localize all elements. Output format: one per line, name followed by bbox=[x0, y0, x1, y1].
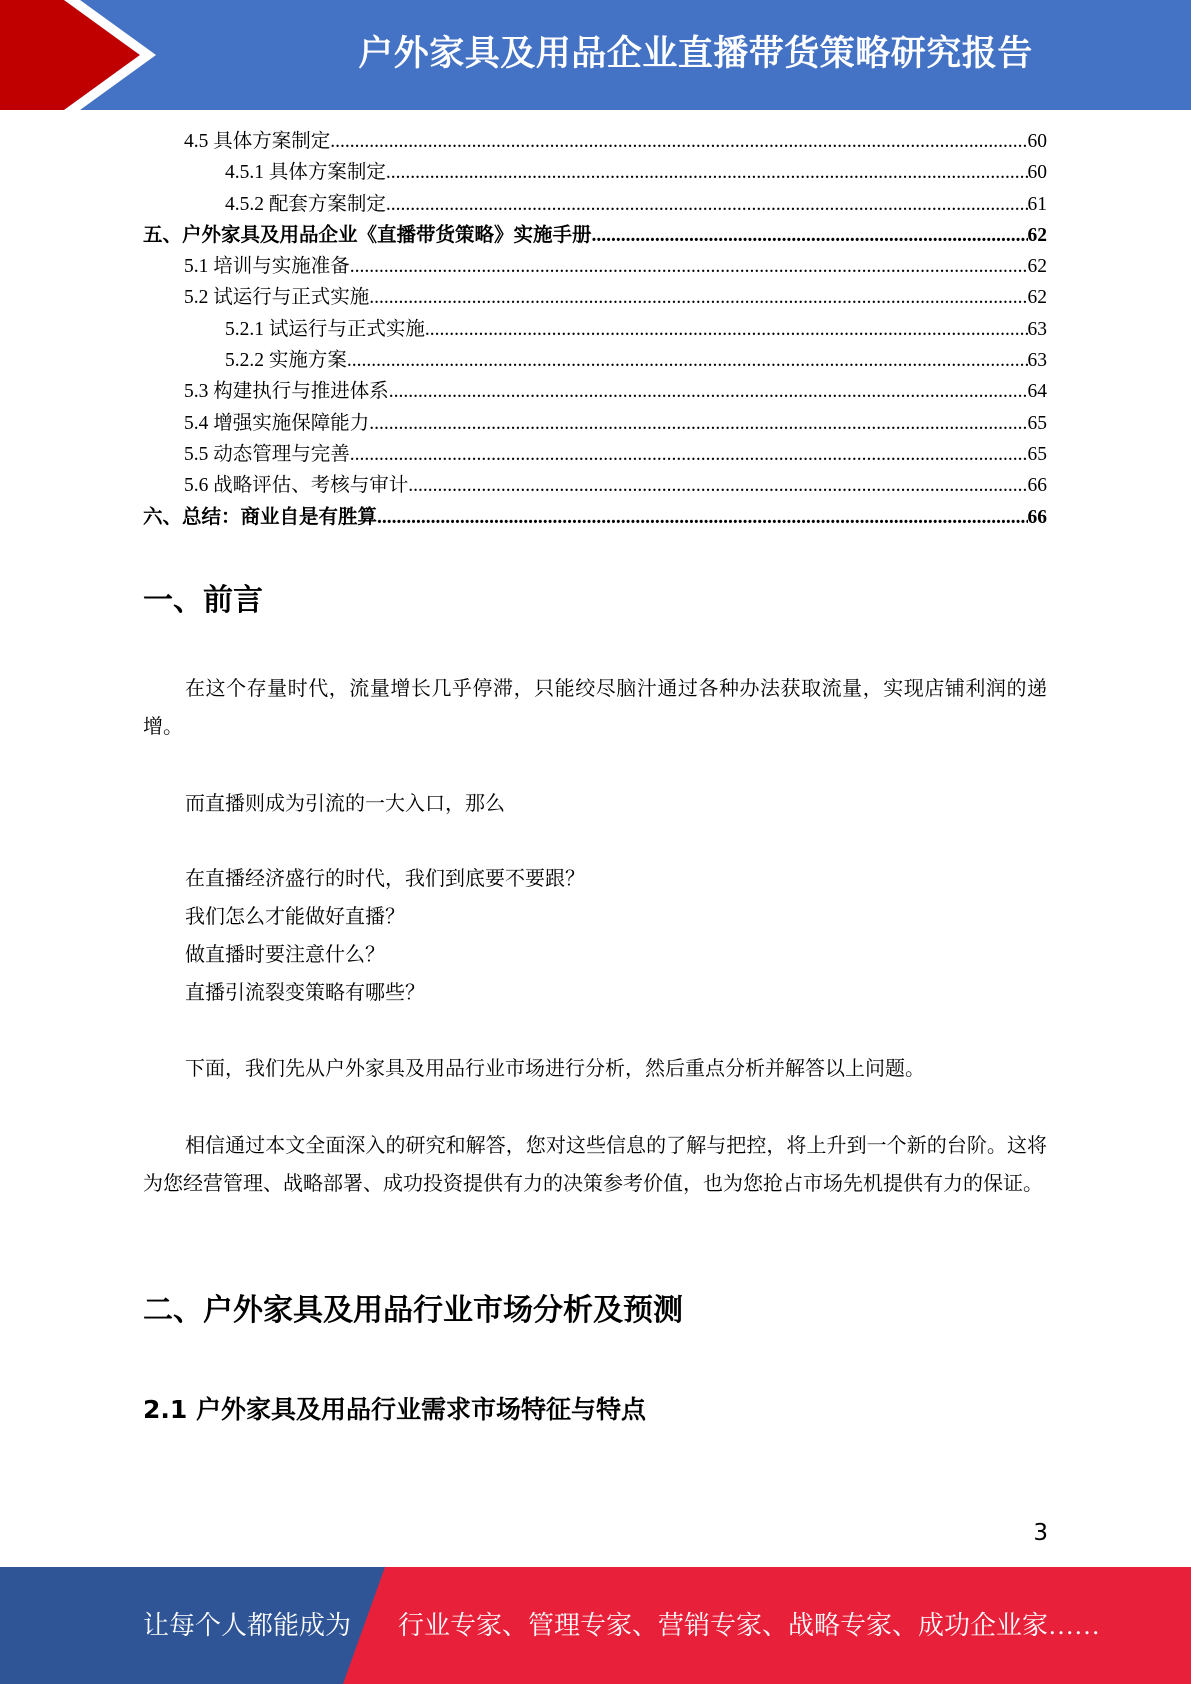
toc-entry-page: 60 bbox=[1027, 162, 1047, 184]
question-line: 我们怎么才能做好直播？ bbox=[185, 906, 405, 928]
toc-entry-page: 66 bbox=[1027, 475, 1047, 497]
table-of-contents bbox=[143, 126, 1047, 533]
toc-entry-page: 62 bbox=[1027, 287, 1047, 309]
toc-leader-dots bbox=[330, 126, 1027, 157]
toc-entry-page: 65 bbox=[1027, 443, 1047, 465]
toc-entry[interactable] bbox=[143, 345, 1047, 376]
toc-entry[interactable] bbox=[143, 220, 1047, 251]
paragraph: 下面，我们先从户外家具及用品行业市场进行分析，然后重点分析并解答以上问题。 bbox=[185, 1058, 925, 1080]
paragraph: 在这个存量时代，流量增长几乎停滞，只能绞尽脑汁通过各种办法获取流量，实现店铺利润的递增。 bbox=[143, 678, 1047, 738]
toc-entry-page: 61 bbox=[1027, 193, 1047, 215]
toc-entry[interactable] bbox=[143, 439, 1047, 470]
toc-entry-label: 4.5.1 具体方案制定 bbox=[225, 162, 386, 184]
toc-entry[interactable] bbox=[143, 157, 1047, 188]
toc-leader-dots bbox=[425, 314, 1028, 345]
toc-entry-label: 5.2.1 试运行与正式实施 bbox=[225, 318, 425, 340]
toc-entry[interactable] bbox=[143, 470, 1047, 501]
toc-entry-label: 4.5 具体方案制定 bbox=[184, 131, 331, 152]
subsection-heading: 2.1 户外家具及用品行业需求市场特征与特点 bbox=[143, 1395, 646, 1424]
toc-entry-page: 60 bbox=[1027, 131, 1047, 152]
toc-entry-label: 5.2 试运行与正式实施 bbox=[184, 287, 370, 309]
question-line: 直播引流裂变策略有哪些？ bbox=[185, 982, 425, 1004]
toc-entry[interactable] bbox=[143, 408, 1047, 439]
toc-entry-label: 5.4 增强实施保障能力 bbox=[184, 412, 370, 434]
page-number: 3 bbox=[1033, 1520, 1048, 1546]
toc-entry-page: 64 bbox=[1027, 381, 1047, 403]
toc-entry-page: 66 bbox=[1027, 506, 1047, 528]
toc-entry-label: 5.3 构建执行与推进体系 bbox=[184, 381, 389, 403]
toc-leader-dots bbox=[389, 376, 1028, 407]
toc-entry-page: 65 bbox=[1027, 412, 1047, 434]
toc-entry[interactable] bbox=[143, 314, 1047, 345]
question-line: 做直播时要注意什么？ bbox=[185, 944, 385, 966]
report-title: 户外家具及用品企业直播带货策略研究报告 bbox=[358, 34, 1033, 74]
page-footer bbox=[0, 1567, 1191, 1684]
toc-entry-label: 4.5.2 配套方案制定 bbox=[225, 193, 386, 215]
question-line: 在直播经济盛行的时代，我们到底要不要跟？ bbox=[185, 868, 585, 890]
page-header bbox=[0, 0, 1191, 110]
toc-entry-page: 63 bbox=[1027, 318, 1047, 340]
toc-entry-label: 五、户外家具及用品企业《直播带货策略》实施手册 bbox=[143, 224, 592, 246]
footer-slogan-left: 让每个人都能成为 bbox=[143, 1611, 352, 1640]
toc-entry[interactable] bbox=[143, 502, 1047, 533]
toc-leader-dots bbox=[350, 251, 1028, 282]
toc-entry-label: 5.1 培训与实施准备 bbox=[184, 256, 350, 278]
toc-entry[interactable] bbox=[143, 126, 1047, 157]
toc-entry[interactable] bbox=[143, 376, 1047, 407]
toc-leader-dots bbox=[350, 439, 1028, 470]
footer-slogan-right: 行业专家、管理专家、营销专家、战略专家、成功企业家…… bbox=[398, 1611, 1101, 1640]
toc-entry-page: 62 bbox=[1027, 256, 1047, 278]
toc-leader-dots bbox=[386, 189, 1028, 220]
section-heading-preface: 一、前言 bbox=[143, 583, 263, 618]
toc-entry-label: 5.5 动态管理与完善 bbox=[184, 443, 350, 465]
section-heading-market-analysis: 二、户外家具及用品行业市场分析及预测 bbox=[143, 1293, 683, 1328]
paragraph: 而直播则成为引流的一大入口，那么 bbox=[185, 793, 505, 815]
toc-entry-label: 六、总结：商业自是有胜算 bbox=[143, 506, 378, 528]
toc-leader-dots bbox=[408, 470, 1027, 501]
toc-leader-dots bbox=[592, 220, 1028, 251]
toc-leader-dots bbox=[369, 408, 1027, 439]
paragraph: 相信通过本文全面深入的研究和解答，您对这些信息的了解与把控，将上升到一个新的台阶。这将为您经营管理、战略部署、成功投资提供有力的决策参考价值，也为您抢占市场先机提供有力的保证。 bbox=[143, 1135, 1047, 1195]
toc-entry-label: 5.2.2 实施方案 bbox=[225, 350, 347, 372]
toc-entry[interactable] bbox=[143, 189, 1047, 220]
toc-leader-dots bbox=[369, 282, 1027, 313]
toc-leader-dots bbox=[377, 502, 1027, 533]
toc-leader-dots bbox=[386, 157, 1028, 188]
toc-entry-label: 5.6 战略评估、考核与审计 bbox=[184, 475, 409, 497]
toc-entry[interactable] bbox=[143, 251, 1047, 282]
toc-entry[interactable] bbox=[143, 282, 1047, 313]
toc-leader-dots bbox=[347, 345, 1028, 376]
toc-entry-page: 63 bbox=[1027, 350, 1047, 372]
toc-entry-page: 62 bbox=[1027, 224, 1047, 246]
